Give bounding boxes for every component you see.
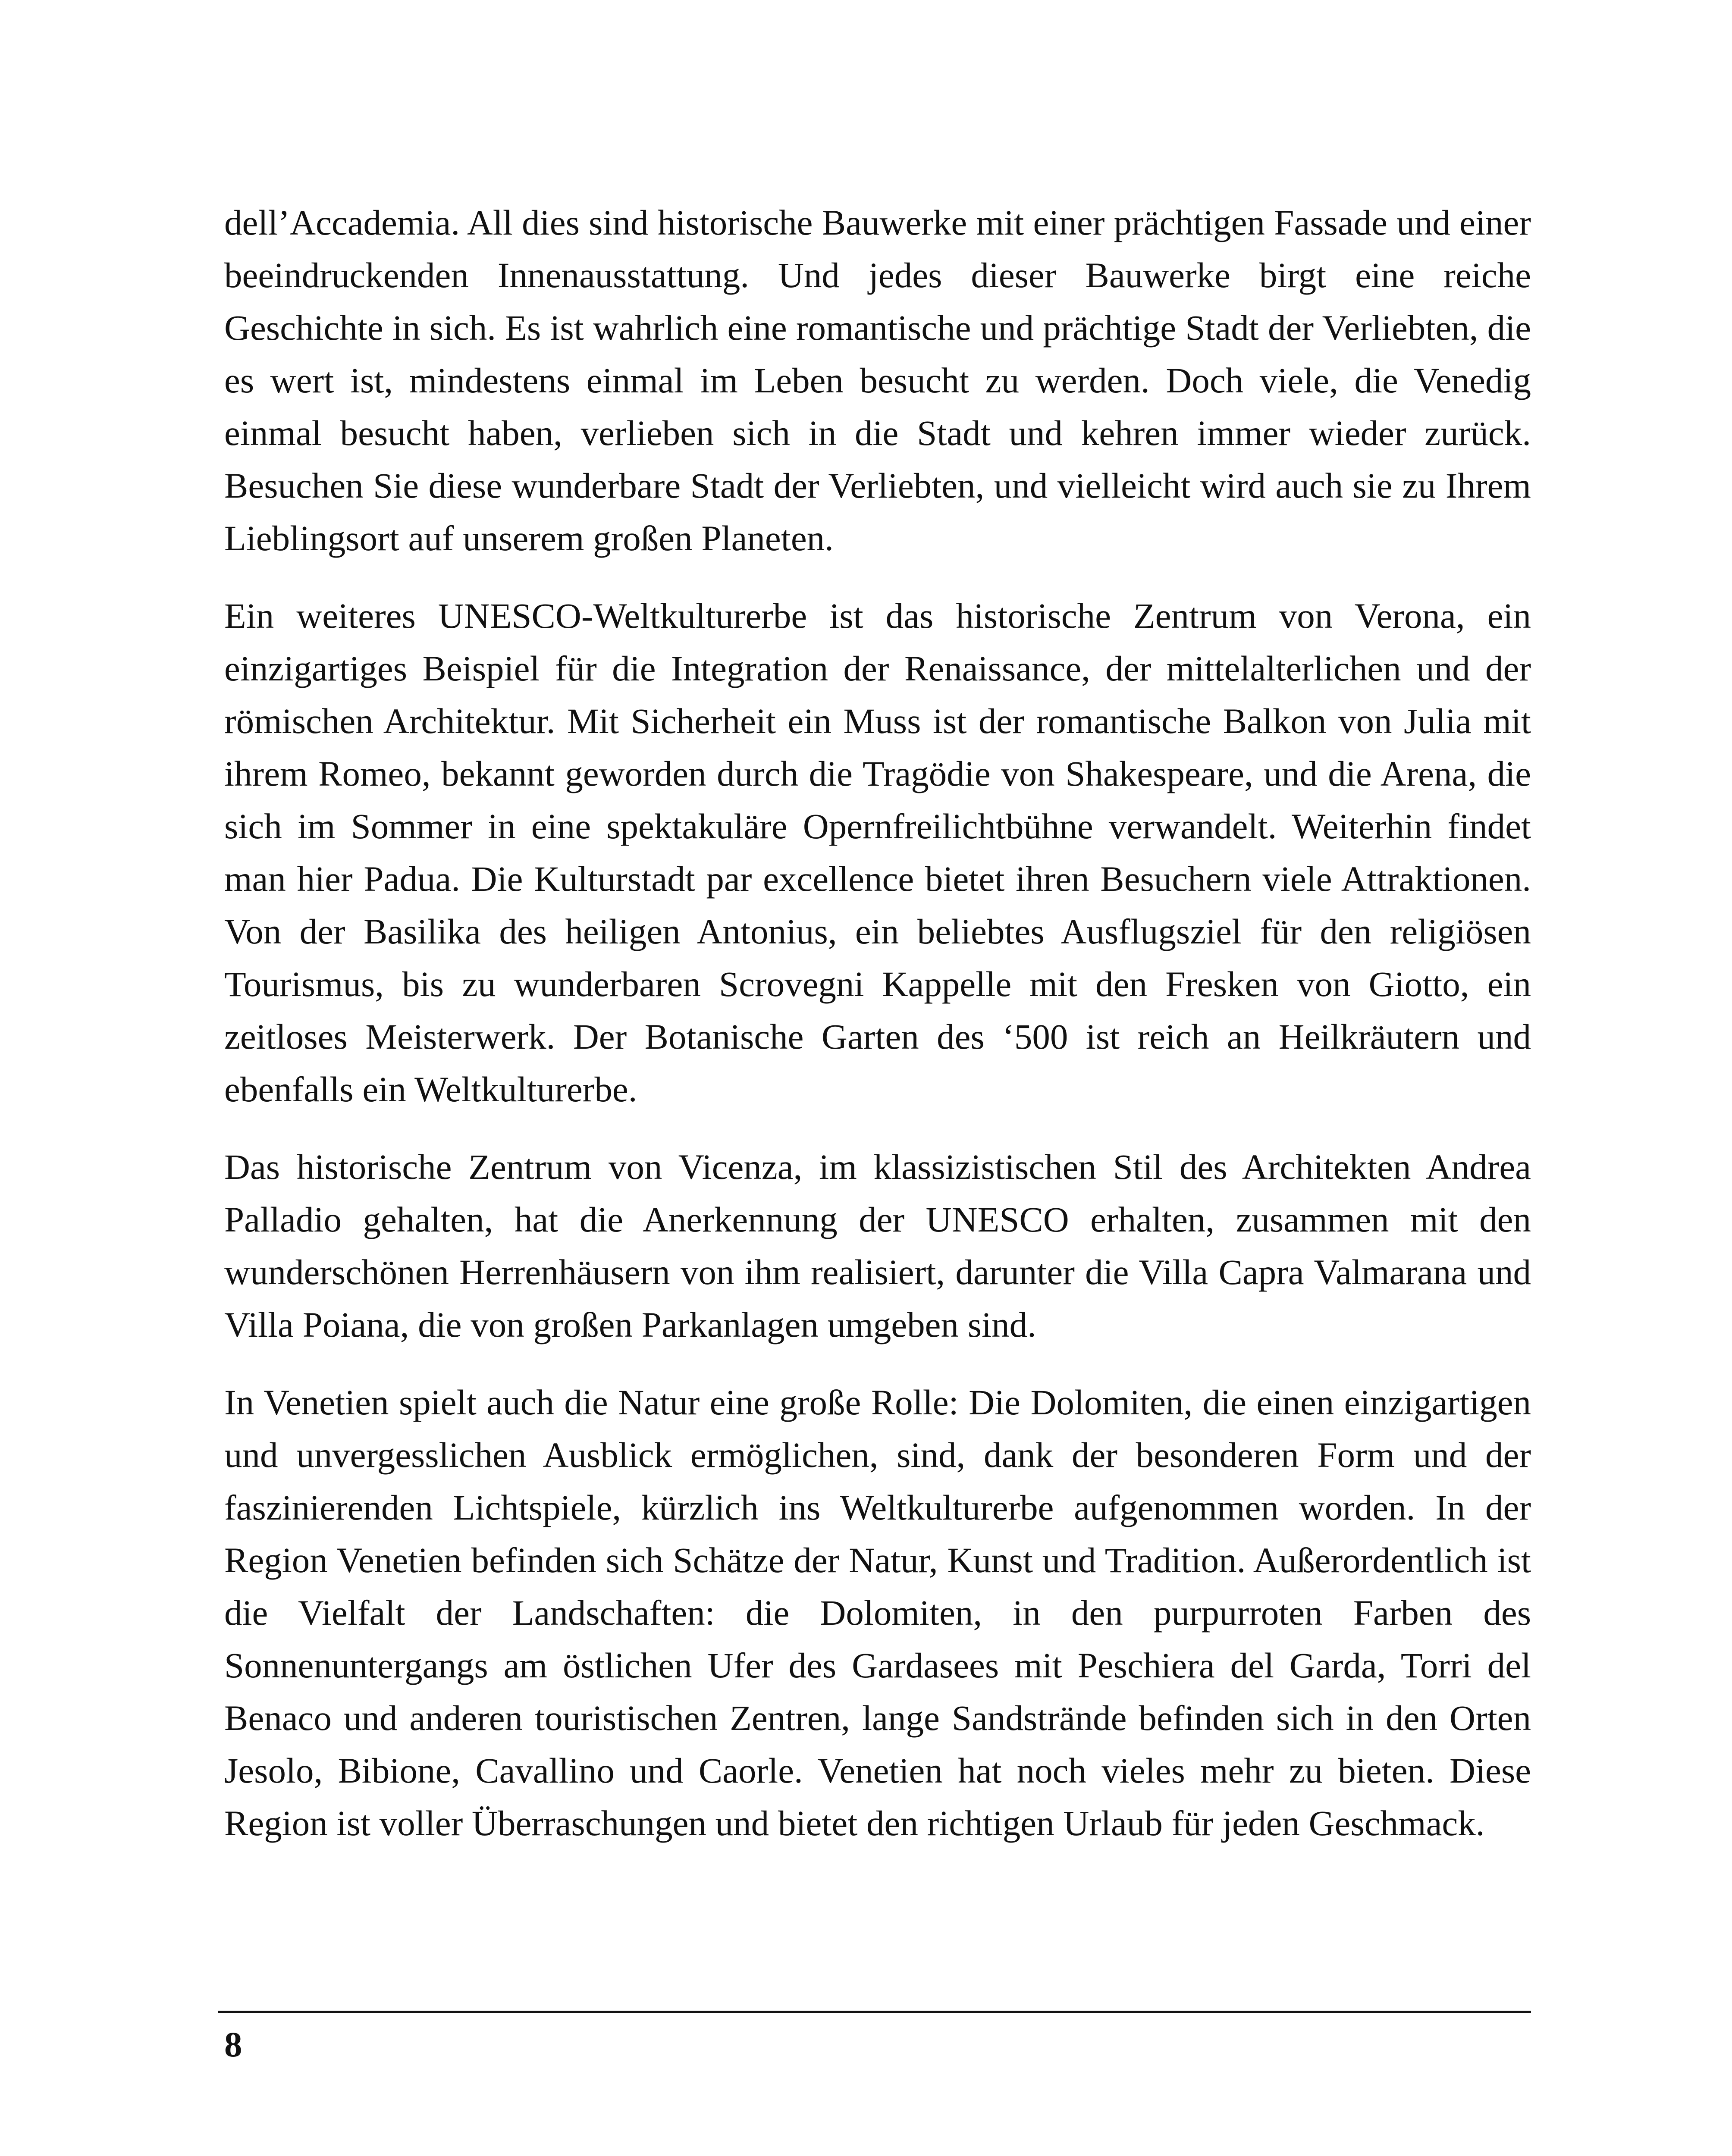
page-number: 8: [224, 2024, 242, 2064]
paragraph-venice: dell’Accademia. All dies sind historische Bauwerke mit einer prächtigen Fassade und einer beeindruckenden Innenausstattung. Und jedes dieser Bauwerke birgt eine reiche Geschichte in sich. Es ist wahrlich eine romantische und prächtige Stadt der Verliebten, die es wert ist, mindestens einmal im Leben besucht zu werden. Doch viele, die Venedig einmal besucht haben, verlieben sich in die Stadt und kehren immer wieder zurück. Besuchen Sie diese wunderbare Stadt der Verliebten, und vielleicht wird auch sie zu Ihrem Lieblingsort auf unserem großen Planeten.: [224, 203, 1531, 558]
paragraph-verona-padua: Ein weiteres UNESCO-Weltkulturerbe ist das historische Zentrum von Verona, ein einzigartiges Beispiel für die Integration der Renaissance, der mittelalterlichen und der römischen Architektur. Mit Sicherheit ein Muss ist der romantische Balkon von Julia mit ihrem Romeo, bekannt geworden durch die Tragödie von Shakespeare, und die Arena, die sich im Sommer in eine spektakuläre Opernfreilichtbühne verwandelt. Weiterhin findet man hier Padua. Die Kulturstadt par excellence bietet ihren Besuchern viele Attraktionen. Von der Basilika des heiligen Antonius, ein beliebtes Ausflugsziel für den religiösen Tourismus, bis zu wunderbaren Scrovegni Kappelle mit den Fresken von Giotto, ein zeitloses Meisterwerk. Der Botanische Garten des ‘500 ist reich an Heilkräutern und ebenfalls ein Weltkulturerbe.: [224, 596, 1531, 1109]
paragraph-vicenza: Das historische Zentrum von Vicenza, im klassizistischen Stil des Architekten Andrea Palladio gehalten, hat die Anerkennung der UNESCO erhalten, zusammen mit den wunderschönen Herrenhäusern von ihm realisiert, darunter die Villa Capra Valmarana und Villa Poiana, die von großen Parkanlagen umgeben sind.: [224, 1147, 1531, 1344]
paragraph-dolomites-region: In Venetien spielt auch die Natur eine große Rolle: Die Dolomiten, die einen einzigartigen und unvergesslichen Ausblick ermöglichen, sind, dank der besonderen Form und der faszinierenden Lichtspiele, kürzlich ins Weltkulturerbe aufgenommen worden. In der Region Venetien befinden sich Schätze der Natur, Kunst und Tradition. Außerordentlich ist die Vielfalt der Landschaften: die Dolomiten, in den purpurroten Farben des Sonnenuntergangs am östlichen Ufer des Gardasees mit Peschiera del Garda, Torri del Benaco und anderen touristischen Zentren, lange Sandstrände befinden sich in den Orten Jesolo, Bibione, Cavallino und Caorle. Venetien hat noch vieles mehr zu bieten. Diese Region ist voller Überraschungen und bietet den richtigen Urlaub für jeden Geschmack.: [224, 1382, 1531, 1843]
footer-rule: [218, 2011, 1531, 2013]
body-text: [224, 196, 1531, 1874]
